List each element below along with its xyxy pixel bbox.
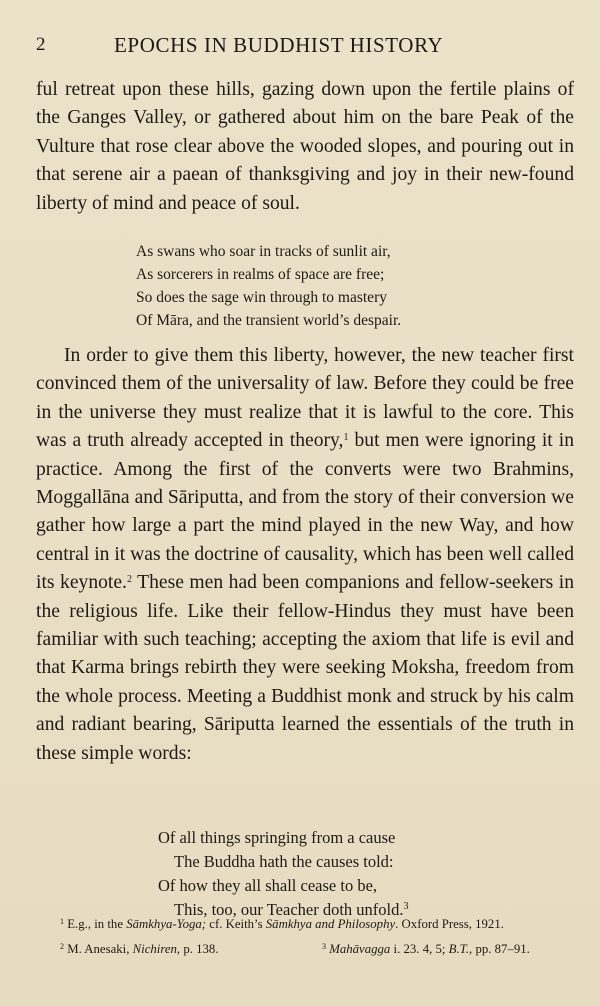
verse-line: Of Māra, and the transient world’s despair.	[136, 312, 402, 329]
footnote-title: Sāmkhya and Philosophy	[265, 917, 396, 931]
paragraph-2	[36, 342, 574, 768]
footnote-text: cf. Keith’s	[206, 917, 266, 931]
paragraph-1: ful retreat upon these hills, gazing down upon the fertile plains of the Ganges Valley, or gathered about him on the bare Peak of the Vulture that rose clear above the wooded slopes, and pouring out in that serene air a paean of thanksgiving and joy in their new-found liberty of mind and peace of soul.	[36, 79, 574, 214]
footnotes	[36, 915, 574, 959]
footnote-text: , p. 138.	[176, 942, 219, 956]
page-number: 2	[36, 34, 46, 55]
footnote-text: . Oxford Press, 1921.	[395, 917, 504, 931]
footnote-text: E.g., in the	[64, 917, 127, 931]
footnote-2	[60, 940, 219, 959]
verse-line: As sorcerers in realms of space are free;	[136, 266, 385, 283]
footnote-title: Nichiren	[132, 942, 177, 956]
verse-line: As swans who soar in tracks of sunlit air,	[136, 243, 391, 260]
verse-line: Of how they all shall cease to be,	[158, 876, 378, 895]
footnote-title: Mahāvagga	[329, 942, 391, 956]
verse-line: Of all things springing from a cause	[158, 828, 396, 847]
footnote-text: , pp. 87–91.	[469, 942, 530, 956]
footnote-text: i. 23. 4, 5;	[390, 942, 449, 956]
verse-swans	[136, 240, 401, 332]
footnote-mark: 2	[60, 942, 64, 951]
running-title: EPOCHS IN BUDDHIST HISTORY	[114, 33, 444, 57]
footnote-mark: 3	[322, 942, 326, 951]
verse-line: The Buddha hath the causes told:	[174, 852, 394, 871]
footnote-1	[36, 915, 574, 934]
verse-line-text: This, too, our Teacher doth unfold.	[174, 900, 404, 919]
footnote-3	[322, 940, 530, 959]
footnote-text: M. Anesaki,	[64, 942, 133, 956]
footnote-row	[36, 940, 574, 959]
verse-line: So does the sage win through to mastery	[136, 289, 387, 306]
paragraph-2-text: These men had been companions and fellow-seekers in the religious life. Like their fellow-Hindus they must have been familiar with such teaching; accepting the axiom that life is evil and that Karma brings rebirth they were seeking Moksha, freedom from the whole process. Meeting a Buddhist monk and struck by his calm and radiant bearing, Sāriputta learned the essentials of the truth in these simple words:	[36, 572, 574, 764]
footnote-mark: 1	[60, 917, 64, 926]
footnote-ref-1: 1	[343, 432, 349, 444]
page-header	[36, 30, 564, 60]
footnote-title: Sāmkhya-Yoga;	[126, 917, 207, 931]
footnote-ref-3: 3	[403, 901, 409, 912]
paragraph-2-text: but men were ignoring it in practice. Among the first of the converts were two Brahmins, Moggallāna and Sāriputta, and from the story of their conversion we gather how large a part the mind played in the new Way, and how central in it was the doctrine of causality, which has been well called its keynote.	[36, 430, 574, 594]
footnote-title: B.T.	[448, 942, 470, 956]
verse-causes	[158, 826, 409, 922]
footnote-ref-2: 2	[126, 574, 132, 586]
paragraph-2-text: In order to give them this liberty, however, the new teacher first convinced them of the universality of law. Before they could be free in the universe they must realize that it is lawful to the core. This was a truth already accepted in theory,	[36, 345, 574, 452]
